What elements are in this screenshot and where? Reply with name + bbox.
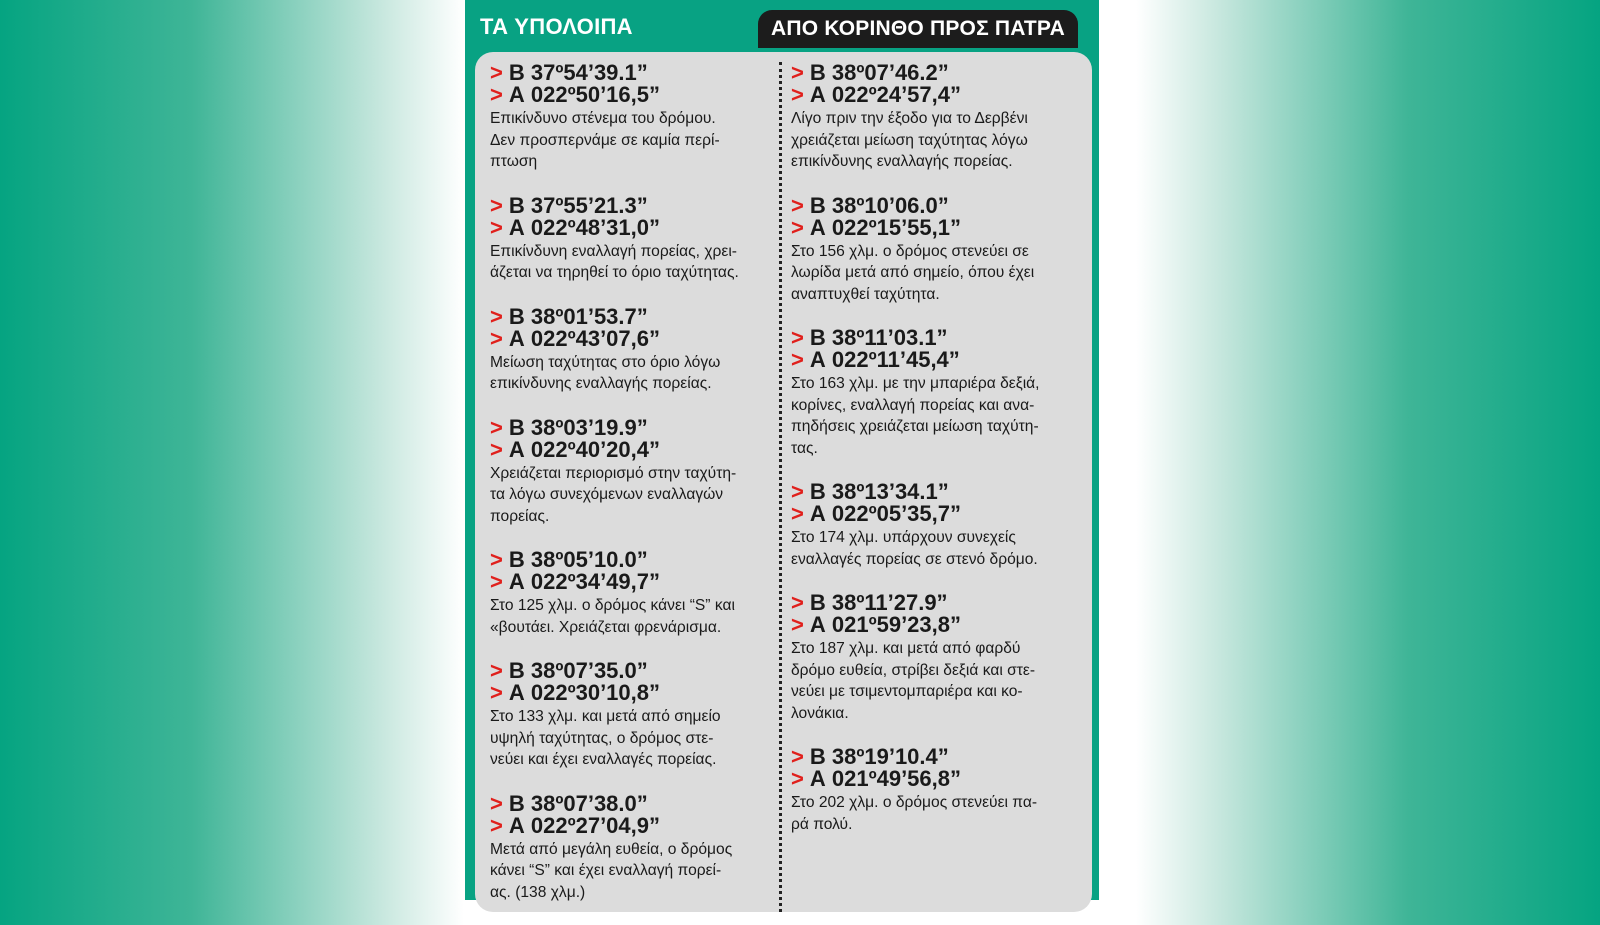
coordinate-text: Α 022º40’20,4” [508,436,661,462]
description-line: λονάκια. [791,704,849,722]
red-arrow-icon: > [490,547,503,572]
entry-description [791,638,1081,724]
description-line: Στο 187 χλμ. και μετά από φαρδύ [791,640,1021,657]
north-coordinate [791,481,1081,503]
coordinate-text: Β 38º03’19.9” [508,414,648,440]
red-arrow-icon: > [791,325,804,350]
north-coordinate [791,62,1081,84]
coordinate-text: Β 38º01’53.7” [508,303,648,329]
red-arrow-icon: > [490,680,503,705]
description-line: Στο 125 χλμ. ο δρόμος κάνει “S” και [490,597,735,614]
description-line: αναπτυχθεί ταχύτητα. [791,285,940,303]
description-line: υψηλή ταχύτητας, ο δρόμος στε- [490,729,714,747]
entry-description [791,108,1081,173]
coordinate-text: Β 37º54’39.1” [508,60,648,85]
description-line: Χρειάζεται περιορισμό στην ταχύτη- [490,464,737,482]
column-divider [779,62,782,912]
description-line: Στο 163 χλμ. με την μπαριέρα δεξιά, [791,375,1040,392]
red-arrow-icon: > [791,612,804,637]
north-coordinate [791,327,1081,349]
coordinate-entry [490,414,775,528]
coordinate-text: Β 38º07’35.0” [508,658,648,683]
coordinate-text: Β 38º07’38.0” [508,790,648,816]
east-coordinate [490,325,775,351]
coordinate-entry [791,481,1081,570]
coordinate-entry [490,303,775,395]
red-arrow-icon: > [490,569,503,594]
description-line: ας. (138 χλμ.) [490,883,586,901]
north-coordinate [490,660,775,682]
coordinate-text: Α 022º50’16,5” [508,82,661,107]
north-coordinate [791,746,1081,768]
entry-description [490,108,775,173]
red-arrow-icon: > [791,192,804,218]
entry-description [791,792,1081,835]
east-coordinate [490,571,775,593]
description-line: δρόμο ευθεία, στρίβει δεξιά και στε- [791,661,1036,679]
red-arrow-icon: > [791,766,804,791]
description-line: Στο 133 χλμ. και μετά από σημείο [490,708,721,725]
entry-description [791,527,1081,570]
east-coordinate [791,768,1081,790]
red-arrow-icon: > [490,325,503,351]
coordinate-text: Α 022º34’49,7” [508,569,661,594]
north-coordinate [791,192,1081,218]
right-column [791,62,1081,857]
coordinate-entry [791,746,1081,835]
description-line: Στο 174 χλμ. υπάρχουν συνεχείς [791,529,1016,546]
description-line: λωρίδα μετά από σημείο, όπου έχει [791,264,1035,281]
east-coordinate [490,812,775,838]
coordinate-entry [791,62,1081,173]
description-line: τα λόγω συνεχόμενων εναλλαγών [490,486,724,503]
north-coordinate [490,62,775,84]
red-arrow-icon: > [791,501,804,526]
entry-description [490,241,775,284]
red-arrow-icon: > [490,214,503,240]
description-line: Μετά από μεγάλη ευθεία, ο δρόμος [490,840,733,858]
description-line: Λίγο πριν την έξοδο για το Δερβένι [791,110,1028,127]
red-arrow-icon: > [791,214,804,240]
coordinate-entry [490,192,775,284]
entry-description [490,463,775,528]
entry-description [791,241,1081,306]
east-coordinate [490,214,775,240]
entry-description [791,373,1081,459]
info-panel [465,0,1099,900]
north-coordinate [490,549,775,571]
red-arrow-icon: > [791,479,804,504]
red-arrow-icon: > [490,658,503,683]
description-line: εναλλαγές πορείας σε στενό δρόμο. [791,550,1038,568]
coordinate-text: Α 022º05’35,7” [809,501,962,526]
coordinate-text: Β 38º13’34.1” [809,479,949,504]
north-coordinate [490,192,775,218]
coordinates-card [475,52,1092,912]
description-line: Στο 156 χλμ. ο δρόμος στενεύει σε [791,242,1029,260]
description-line: Στο 202 χλμ. ο δρόμος στενεύει πα- [791,794,1038,811]
entry-description [490,352,775,395]
north-coordinate [490,303,775,329]
coordinate-text: Α 022º15’55,1” [809,214,962,240]
description-line: κάνει “S” και έχει εναλλαγή πορεί- [490,862,722,879]
description-line: επικίνδυνης εναλλαγής πορείας. [791,153,1013,170]
coordinate-text: Α 022º43’07,6” [508,325,661,351]
coordinate-entry [490,62,775,173]
red-arrow-icon: > [490,303,503,329]
east-coordinate [490,84,775,106]
entry-description [490,595,775,638]
coordinate-text: Α 022º24’57,4” [809,82,962,107]
coordinate-text: Β 38º19’10.4” [809,744,949,769]
description-line: άζεται να τηρηθεί το όριο ταχύτητας. [490,264,739,281]
coordinate-entry [490,790,775,904]
north-coordinate [490,414,775,440]
east-coordinate [490,436,775,462]
red-arrow-icon: > [490,812,503,838]
east-coordinate [791,84,1081,106]
description-line: ρά πολύ. [791,815,853,833]
description-line: πορείας. [490,507,550,525]
description-line: Επικίνδυνη εναλλαγή πορείας, χρει- [490,242,737,260]
entry-description [490,839,775,904]
coordinate-text: Β 38º10’06.0” [809,192,949,218]
description-line: Δεν προσπερνάμε σε καμία περί- [490,131,720,149]
north-coordinate [490,790,775,816]
coordinate-text: Β 38º07’46.2” [809,60,949,85]
description-line: χρειάζεται μείωση ταχύτητας λόγω [791,131,1028,149]
red-arrow-icon: > [490,414,503,440]
description-line: επικίνδυνης εναλλαγής πορείας. [490,375,712,392]
east-coordinate [791,214,1081,240]
red-arrow-icon: > [791,347,804,372]
red-arrow-icon: > [490,60,503,85]
coordinate-entry [490,549,775,638]
coordinate-text: Α 022º48’31,0” [508,214,661,240]
coordinate-text: Α 021º49’56,8” [809,766,962,791]
description-line: Μείωση ταχύτητας στο όριο λόγω [490,353,721,371]
right-section-title: ΑΠΟ ΚΟΡΙΝΘΟ ΠΡΟΣ ΠΑΤΡΑ [758,10,1078,48]
description-line: κορίνες, εναλλαγή πορείας και ανα- [791,396,1035,414]
coordinate-text: Β 37º55’21.3” [508,192,648,218]
coordinate-entry [791,327,1081,459]
red-arrow-icon: > [490,82,503,107]
description-line: νεύει με τσιμεντομπαριέρα και κο- [791,683,1023,700]
entry-description [490,706,775,771]
description-line: νεύει και έχει εναλλαγές πορείας. [490,751,717,768]
coordinate-entry [791,592,1081,724]
description-line: Επικίνδυνο στένεμα του δρόμου. [490,110,716,127]
coordinate-entry [490,660,775,771]
north-coordinate [791,592,1081,614]
coordinate-entry [791,192,1081,306]
coordinate-text: Β 38º05’10.0” [508,547,648,572]
left-column [490,62,775,925]
description-line: πτωση [490,153,538,170]
description-line: τας. [791,439,818,457]
description-line: πηδήσεις χρειάζεται μείωση ταχύτη- [791,418,1039,435]
coordinate-text: Α 022º11’45,4” [809,347,960,372]
red-arrow-icon: > [791,590,804,615]
coordinate-text: Β 38º11’27.9” [809,590,948,615]
red-arrow-icon: > [791,82,804,107]
east-coordinate [791,503,1081,525]
coordinate-text: Β 38º11’03.1” [809,325,948,350]
red-arrow-icon: > [490,790,503,816]
east-coordinate [490,682,775,704]
coordinate-text: Α 021º59’23,8” [809,612,962,637]
coordinate-text: Α 022º30’10,8” [508,680,661,705]
coordinate-text: Α 022º27’04,9” [508,812,661,838]
east-coordinate [791,349,1081,371]
red-arrow-icon: > [791,744,804,769]
red-arrow-icon: > [490,436,503,462]
description-line: «βουτάει. Χρειάζεται φρενάρισμα. [490,618,722,636]
left-section-title: ΤΑ ΥΠΟΛΟΙΠΑ [480,14,633,39]
red-arrow-icon: > [791,60,804,85]
red-arrow-icon: > [490,192,503,218]
east-coordinate [791,614,1081,636]
